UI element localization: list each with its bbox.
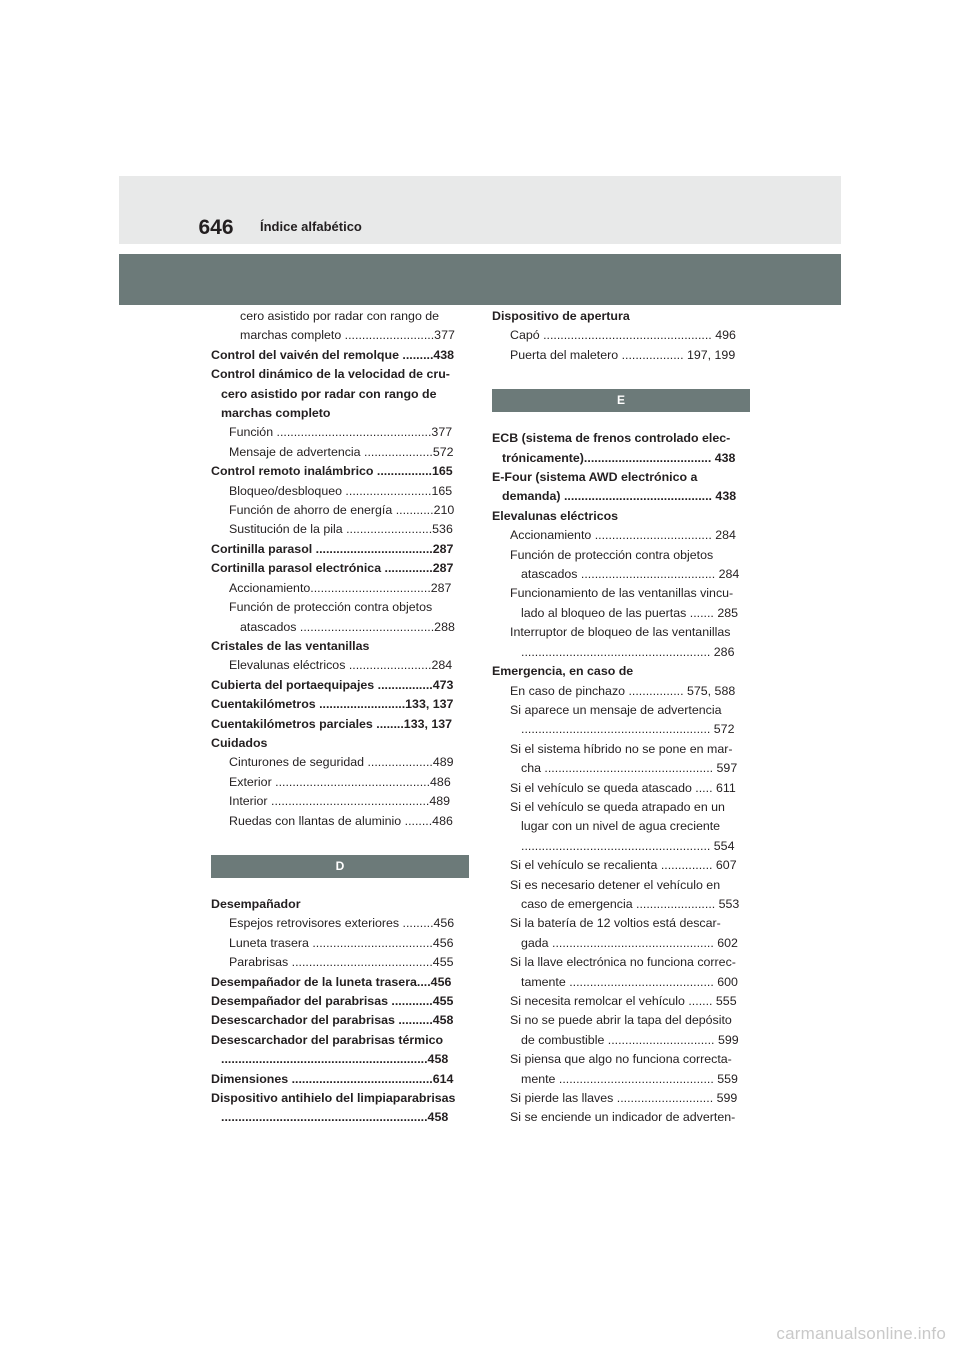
page-number: 646 — [198, 216, 234, 239]
section-title: Índice alfabético — [260, 219, 362, 234]
index-subentry: tamente .......................................... 600 — [521, 974, 738, 989]
index-subentry: Bloqueo/desbloqueo .........................165 — [229, 483, 453, 498]
index-subentry: Si el vehículo se queda atrapado en un — [510, 799, 725, 814]
index-subentry: lado al bloqueo de las puertas ....... 285 — [521, 605, 738, 620]
index-subentry: cero asistido por radar con rango de — [240, 309, 440, 323]
index-subentry: Cinturones de seguridad ...................489 — [229, 755, 454, 770]
index-entry: ............................................................458 — [221, 1052, 449, 1067]
index-entry: Cuidados — [211, 735, 268, 750]
index-subentry: Si necesita remolcar el vehículo ....... 555 — [510, 994, 737, 1008]
index-subentry: Interior ..............................................489 — [229, 794, 451, 809]
index-entry: Elevalunas eléctricos — [492, 508, 619, 523]
index-subentry: Si el sistema híbrido no se pone en mar- — [510, 741, 733, 756]
index-entry: Dispositivo antihielo del limpiaparabrisas — [211, 1091, 456, 1106]
index-subentry: de combustible ............................... 599 — [521, 1032, 739, 1047]
index-subentry: Función de protección contra objetos — [510, 547, 714, 562]
index-subentry: Interruptor de bloqueo de las ventanillas — [510, 625, 731, 640]
index-subentry: Función .............................................377 — [229, 425, 453, 440]
index-subentry: Exterior .............................................486 — [229, 774, 451, 789]
index-subentry: Si aparece un mensaje de advertencia — [510, 702, 722, 717]
index-entry: demanda) ........................................... 438 — [502, 489, 737, 504]
index-entry: Desescarchador del parabrisas ..........458 — [211, 1013, 454, 1028]
page-header — [119, 176, 841, 244]
index-entry: Desescarchador del parabrisas térmico — [211, 1032, 444, 1047]
index-subentry: Si el vehículo se queda atascado ..... 611 — [510, 780, 736, 795]
index-entry: Cuentakilómetros parciales ........133, 137 — [211, 716, 453, 731]
index-subentry: lugar con un nivel de agua creciente — [521, 819, 721, 834]
index-subentry: atascados ....................................... 284 — [521, 567, 740, 582]
index-entry: Control remoto inalámbrico ................165 — [211, 464, 453, 479]
index-column-right — [492, 307, 750, 1128]
index-subentry: Luneta trasera ...................................456 — [229, 935, 454, 950]
index-entry: Cubierta del portaequipajes ................473 — [211, 677, 454, 692]
index-subentry: Si el vehículo se recalienta ............... 607 — [510, 858, 737, 873]
index-column-left — [211, 307, 469, 1128]
section-letter-bar: D — [211, 855, 469, 878]
index-subentry: marchas completo ..........................377 — [240, 328, 455, 343]
index-subentry: gada ............................................... 602 — [521, 935, 738, 950]
index-subentry: Parabrisas .........................................455 — [229, 955, 454, 970]
index-subentry: Función de protección contra objetos — [229, 600, 433, 615]
index-entry: Desempañador — [211, 896, 301, 911]
index-subentry: Elevalunas eléctricos ........................284 — [229, 658, 453, 673]
index-subentry: Si se enciende un indicador de adverten- — [510, 1110, 736, 1125]
index-entry: ............................................................458 — [221, 1110, 449, 1125]
index-entry: Control del vaivén del remolque .........438 — [211, 347, 455, 362]
index-subentry: Si no se puede abrir la tapa del depósito — [510, 1013, 732, 1028]
index-subentry: Si la batería de 12 voltios está descar- — [510, 916, 721, 931]
index-subentry: Sustitución de la pila .........................536 — [229, 522, 453, 537]
index-entry: Emergencia, en caso de — [492, 664, 634, 679]
index-subentry: caso de emergencia ....................... 553 — [521, 896, 740, 911]
index-subentry: ....................................................... 286 — [521, 644, 735, 659]
index-entry: marchas completo — [221, 406, 331, 421]
index-entry: ECB (sistema de frenos controlado elec- — [492, 431, 731, 446]
header-band — [119, 254, 841, 305]
index-entry: Cristales de las ventanillas — [211, 638, 370, 653]
index-subentry: Accionamiento .................................. 284 — [510, 528, 736, 543]
index-subentry: En caso de pinchazo ................ 575, 588 — [510, 683, 736, 698]
index-entry: cero asistido por radar con rango de — [221, 386, 437, 401]
index-entry: Cortinilla parasol electrónica ..............287 — [211, 561, 454, 576]
index-subentry: Si es necesario detener el vehículo en — [510, 877, 721, 892]
index-subentry: Capó ................................................. 496 — [510, 328, 736, 343]
index-entry: Desempañador de la luneta trasera....456 — [211, 974, 452, 989]
index-subentry: ....................................................... 572 — [521, 722, 735, 737]
index-entry: Cuentakilómetros .........................133, 137 — [211, 697, 454, 712]
index-subentry: Si la llave electrónica no funciona correc- — [510, 955, 736, 970]
index-subentry: Puerta del maletero .................. 197, 199 — [510, 347, 736, 362]
index-subentry: Si pierde las llaves ............................ 599 — [510, 1091, 738, 1106]
index-subentry: mente ............................................. 559 — [521, 1071, 738, 1086]
index-entry: trónicamente)..................................... 438 — [502, 450, 736, 465]
index-subentry: Mensaje de advertencia ....................572 — [229, 444, 454, 459]
index-entry: Dispositivo de apertura — [492, 309, 630, 323]
index-subentry: Ruedas con llantas de aluminio ........486 — [229, 813, 453, 828]
index-subentry: Función de ahorro de energía ...........210 — [229, 503, 455, 518]
index-subentry: atascados .......................................288 — [240, 619, 455, 634]
index-entry: Control dinámico de la velocidad de cru- — [211, 367, 450, 382]
index-entry: Cortinilla parasol ..................................287 — [211, 541, 454, 556]
index-subentry: Si piensa que algo no funciona correcta- — [510, 1052, 732, 1067]
index-entry: Dimensiones .........................................614 — [211, 1071, 454, 1086]
index-subentry: cha ................................................. 597 — [521, 761, 738, 776]
index-entry: E-Four (sistema AWD electrónico a — [492, 470, 698, 485]
index-subentry: Funcionamiento de las ventanillas vincu- — [510, 586, 734, 601]
section-letter-bar: E — [492, 389, 750, 412]
index-subentry: Accionamiento...................................287 — [229, 580, 452, 595]
index-entry: Desempañador del parabrisas ............455 — [211, 994, 454, 1008]
index-subentry: Espejos retrovisores exteriores .........456 — [229, 916, 455, 931]
index-subentry: ....................................................... 554 — [521, 838, 735, 853]
watermark-logo: carmanualsonline.info — [776, 1324, 946, 1343]
